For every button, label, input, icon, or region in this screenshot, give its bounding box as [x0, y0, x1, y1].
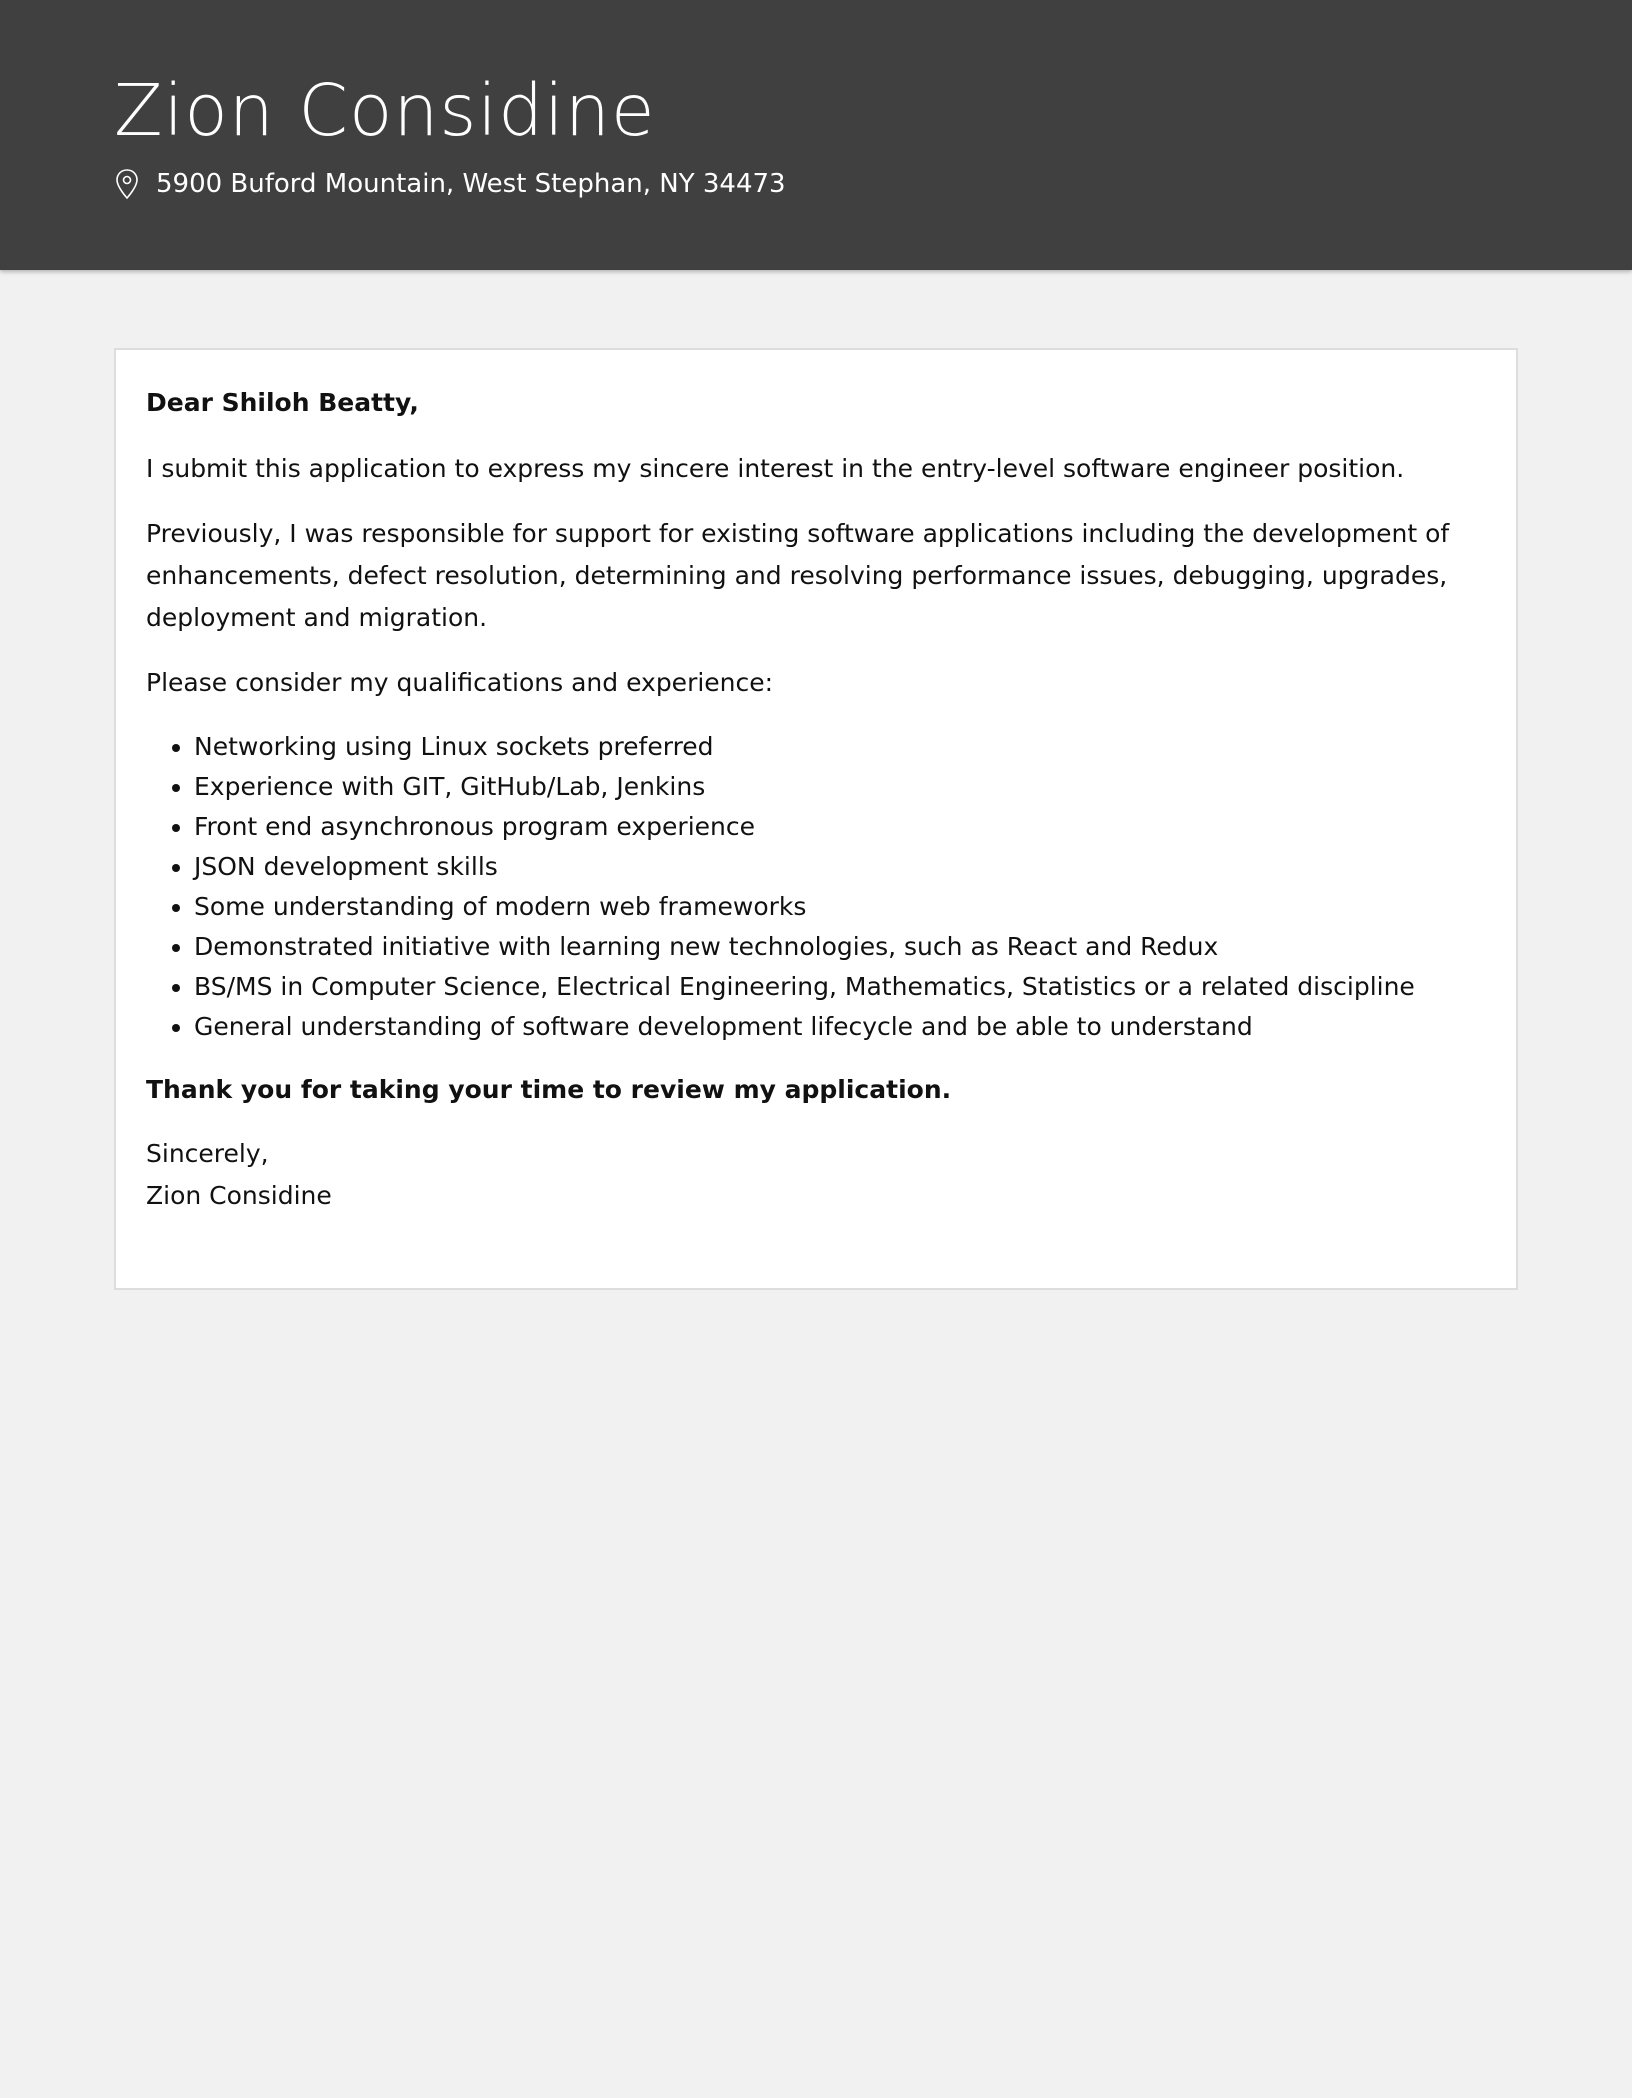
list-item: • BS/MS in Computer Science, Electrical Engineering, Mathematics, Statistics or a related discipline	[194, 967, 1486, 1007]
list-item: • Some understanding of modern web frameworks	[194, 887, 1486, 927]
experience-paragraph: Previously, I was responsible for support for existing software applications including the development of enhancements, defect resolution, determining and resolving performance issues, debugging, upgrades, deployment and migration.	[146, 519, 1450, 632]
list-item: • Experience with GIT, GitHub/Lab, Jenkins	[194, 767, 1486, 807]
qualifications-intro: Please consider my qualifications and experience:	[146, 668, 774, 697]
qualifications-list	[146, 727, 1486, 1047]
list-item: • Networking using Linux sockets preferred	[194, 727, 1486, 767]
header-banner	[0, 0, 1632, 270]
salutation: Dear Shiloh Beatty,	[146, 388, 419, 417]
list-item: • Front end asynchronous program experience	[194, 807, 1486, 847]
signature: Zion Considine	[146, 1181, 332, 1210]
applicant-name: Zion Considine	[114, 69, 656, 152]
thank-you-line: Thank you for taking your time to review my application.	[146, 1075, 952, 1104]
address-line	[114, 164, 786, 204]
list-item: • JSON development skills	[194, 847, 1486, 887]
cover-letter-card	[114, 348, 1518, 1290]
address-text: 5900 Buford Mountain, West Stephan, NY 34473	[156, 169, 786, 199]
list-item: • General understanding of software development lifecycle and be able to understand	[194, 1007, 1486, 1047]
intro-paragraph: I submit this application to express my sincere interest in the entry-level software engineer position.	[146, 454, 1405, 483]
location-pin-icon	[114, 168, 140, 200]
list-item: • Demonstrated initiative with learning new technologies, such as React and Redux	[194, 927, 1486, 967]
closing: Sincerely,	[146, 1139, 269, 1168]
